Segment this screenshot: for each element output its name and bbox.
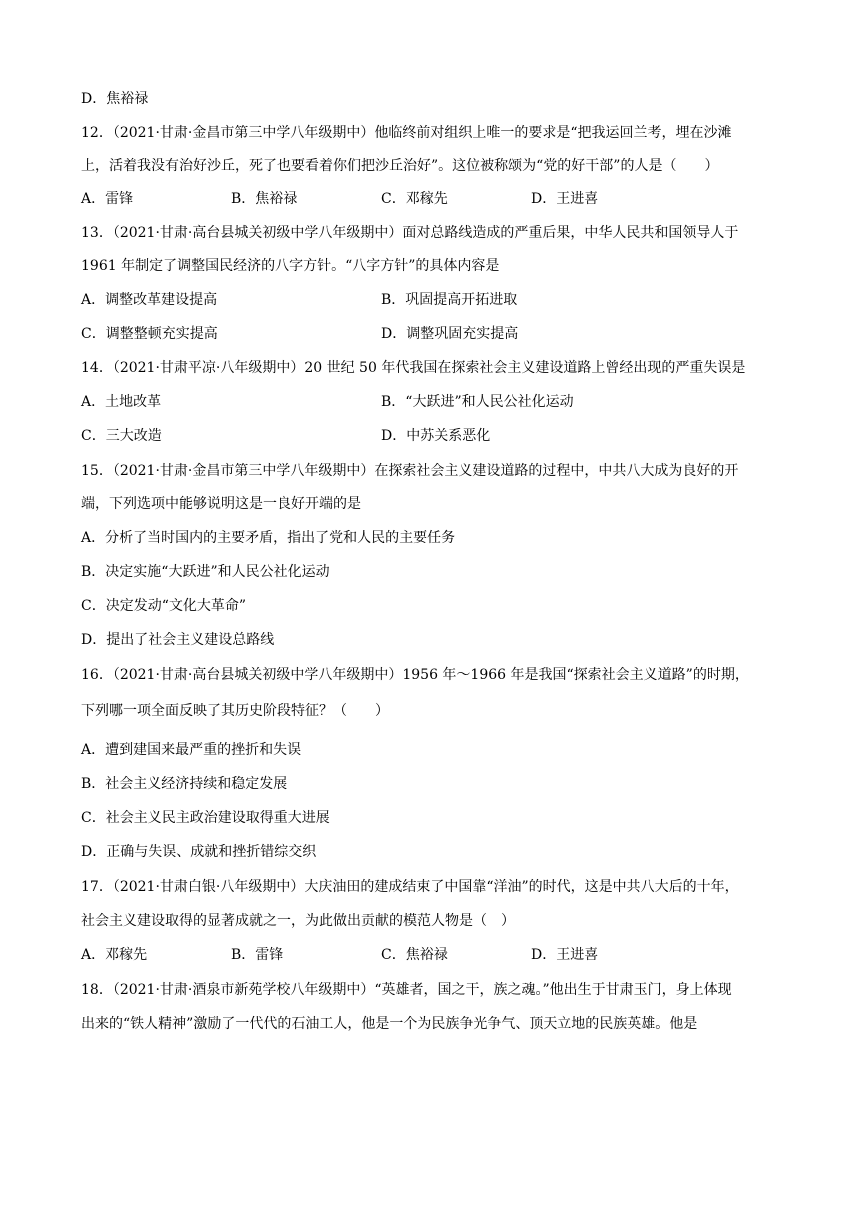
- q14-stem-line1: 14．（2021·甘肃平凉·八年级期中）20 世纪 50 年代我国在探索社会主义建设道路上曾经出现的严重失误是: [81, 360, 746, 376]
- q12-option-a: A．雷锋: [81, 191, 134, 207]
- q13-stem-line2: 1961 年制定了调整国民经济的八字方针。“八字方针”的具体内容是: [81, 258, 500, 274]
- q17-option-d: D．王进喜: [531, 947, 599, 963]
- q14-option-a: A．土地改革: [81, 394, 162, 410]
- q17-option-a: A．邓稼先: [81, 947, 148, 963]
- q13-stem-line1: 13．（2021·甘肃·高台县城关初级中学八年级期中）面对总路线造成的严重后果，中华人民共和国领导人于: [81, 225, 739, 241]
- q12-stem-line1: 12．（2021·甘肃·金昌市第三中学八年级期中）他临终前对组织上唯一的要求是“把我运回兰考，埋在沙滩: [81, 125, 732, 141]
- q12-stem-line2: 上，活着我没有治好沙丘，死了也要看着你们把沙丘治好”。这位被称颂为“党的好干部”的人是（ ）: [81, 158, 719, 174]
- q15-stem-line2: 端，下列选项中能够说明这是一良好开端的是: [81, 496, 361, 512]
- q15-option-d: D．提出了社会主义建设总路线: [81, 632, 275, 648]
- q14-option-d: D．中苏关系恶化: [381, 428, 491, 444]
- q14-option-b: B．“大跃进”和人民公社化运动: [381, 394, 574, 410]
- q16-option-d: D．正确与失误、成就和挫折错综交织: [81, 844, 317, 860]
- q17-option-b: B．雷锋: [231, 947, 284, 963]
- q17-stem-line2: 社会主义建设取得的显著成就之一，为此做出贡献的模范人物是（ ）: [81, 913, 515, 929]
- q16-stem-line2: 下列哪一项全面反映了其历史阶段特征？（ ）: [81, 703, 389, 719]
- q13-option-b: B．巩固提高开拓进取: [381, 292, 518, 308]
- q13-option-c: C．调整整顿充实提高: [81, 326, 218, 342]
- q16-option-c: C．社会主义民主政治建设取得重大进展: [81, 810, 330, 826]
- q15-option-c: C．决定发动“文化大革命”: [81, 598, 247, 614]
- q11-option-d: D．焦裕禄: [81, 91, 149, 107]
- q16-stem-line1: 16．（2021·甘肃·高台县城关初级中学八年级期中）1956 年～1966 年是我国“探索社会主义道路”的时期，: [81, 667, 749, 683]
- q17-stem-line1: 17．（2021·甘肃白银·八年级期中）大庆油田的建成结束了中国靠“洋油”的时代，这是中共八大后的十年，: [81, 879, 739, 895]
- q18-stem-line1: 18．（2021·甘肃·酒泉市新苑学校八年级期中）“英雄者，国之干，族之魂。”他出生于甘肃玉门，身上体现: [81, 982, 732, 998]
- q16-option-a: A．遭到建国来最严重的挫折和失误: [81, 742, 302, 758]
- q15-stem-line1: 15．（2021·甘肃·金昌市第三中学八年级期中）在探索社会主义建设道路的过程中，中共八大成为良好的开: [81, 463, 739, 479]
- q12-option-d: D．王进喜: [531, 191, 599, 207]
- q13-option-a: A．调整改革建设提高: [81, 292, 218, 308]
- q13-option-d: D．调整巩固充实提高: [381, 326, 519, 342]
- q12-option-c: C．邓稼先: [381, 191, 448, 207]
- q17-option-c: C．焦裕禄: [381, 947, 448, 963]
- q18-stem-line2: 出来的“铁人精神”激励了一代代的石油工人，他是一个为民族争光争气、顶天立地的民族英雄。他是: [81, 1016, 698, 1032]
- q14-option-c: C．三大改造: [81, 428, 162, 444]
- q12-option-b: B．焦裕禄: [231, 191, 298, 207]
- q16-option-b: B．社会主义经济持续和稳定发展: [81, 776, 288, 792]
- q15-option-a: A．分析了当时国内的主要矛盾，指出了党和人民的主要任务: [81, 530, 456, 546]
- q15-option-b: B．决定实施“大跃进”和人民公社化运动: [81, 564, 330, 580]
